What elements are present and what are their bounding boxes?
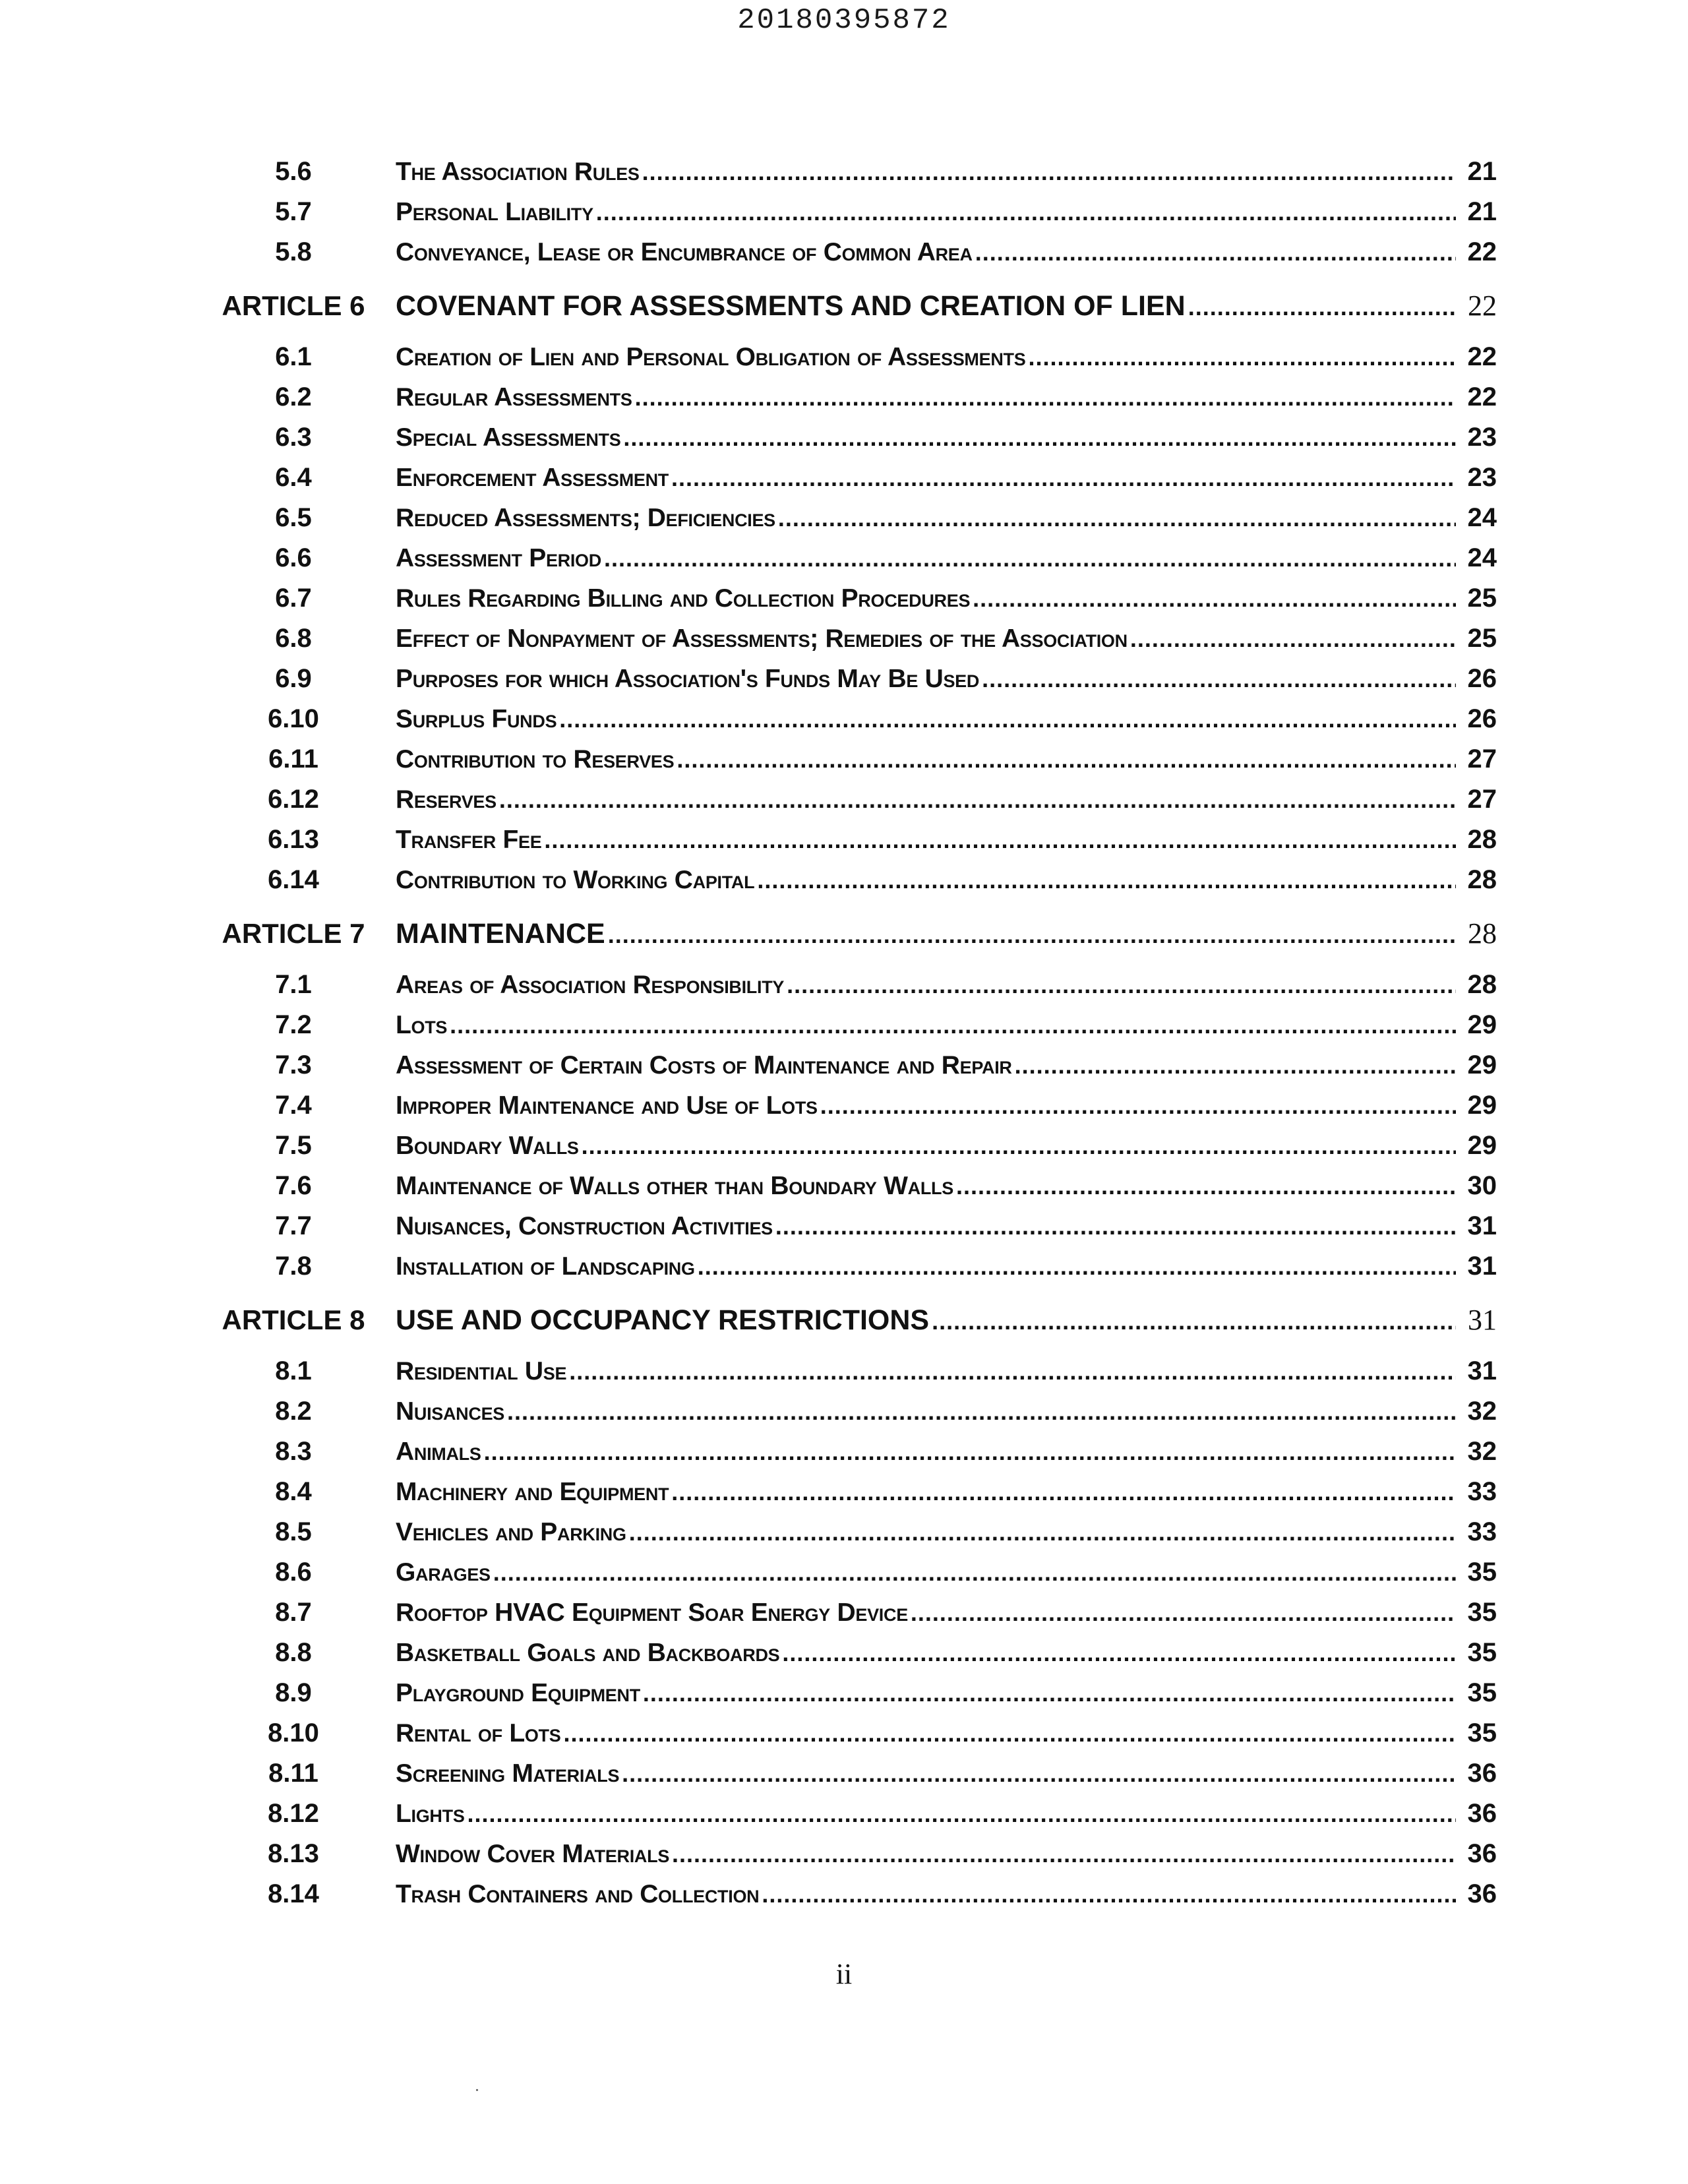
dot-leader	[493, 1552, 1456, 1592]
toc-section-row	[191, 1633, 1497, 1673]
dot-leader	[1028, 337, 1456, 377]
toc-entry-title: Personal Liability	[396, 198, 593, 226]
toc-entry-page: 31	[1467, 1252, 1497, 1281]
dot-leader	[604, 538, 1456, 578]
toc-entry-title: Basketball Goals and Backboards	[396, 1639, 780, 1667]
toc-section-row	[191, 1045, 1497, 1085]
toc-section-row	[191, 860, 1497, 900]
toc-entry-title: Creation of Lien and Personal Obligation of Assessments	[396, 343, 1026, 371]
toc-section-row	[191, 619, 1497, 659]
dot-leader	[499, 779, 1456, 820]
dot-leader	[608, 911, 1456, 959]
toc-entry-number: 8.2	[275, 1397, 312, 1426]
toc-entry-page: 22	[1467, 342, 1497, 371]
toc-entry-page: 31	[1468, 1304, 1497, 1336]
toc-entry-number: ARTICLE 6	[222, 290, 365, 321]
toc-section-row	[191, 1794, 1497, 1834]
toc-entry-page: 22	[1468, 289, 1497, 322]
toc-section-row	[191, 659, 1497, 699]
toc-entry-page: 21	[1467, 157, 1497, 186]
dot-leader	[787, 965, 1456, 1005]
toc-section-row	[191, 1005, 1497, 1045]
dot-leader	[757, 860, 1456, 900]
toc-entry-title: The Association Rules	[396, 158, 640, 186]
toc-entry-number: 8.12	[268, 1799, 319, 1828]
dot-leader	[671, 458, 1456, 498]
toc-entry-number: ARTICLE 8	[222, 1304, 365, 1335]
dot-leader	[596, 192, 1456, 232]
toc-section-row	[191, 779, 1497, 820]
dot-leader	[622, 1753, 1456, 1794]
dot-leader	[569, 1351, 1456, 1391]
dot-leader	[635, 377, 1456, 417]
dot-leader	[973, 578, 1456, 619]
toc-entry-number: 6.7	[275, 584, 312, 613]
toc-entry-title: Machinery and Equipment	[396, 1478, 669, 1506]
toc-entry-number: 6.9	[275, 664, 312, 693]
toc-section-row	[191, 1085, 1497, 1126]
dot-leader	[1130, 619, 1456, 659]
toc-entry-number: 6.2	[275, 382, 312, 411]
toc-section-row	[191, 538, 1497, 578]
toc-entry-page: 35	[1467, 1718, 1497, 1747]
toc-entry-title: Effect of Nonpayment of Assessments; Remedies of the Association	[396, 624, 1128, 653]
toc-entry-page: 27	[1467, 785, 1497, 814]
dot-leader	[563, 1713, 1456, 1753]
toc-section-row	[191, 498, 1497, 538]
toc-entry-page: 26	[1467, 664, 1497, 693]
toc-section-row	[191, 192, 1497, 232]
toc-section-row	[191, 1834, 1497, 1874]
toc-entry-number: 8.11	[268, 1759, 318, 1788]
toc-entry-page: 24	[1467, 503, 1497, 532]
toc-entry-number: 8.9	[275, 1678, 312, 1707]
toc-entry-number: 8.5	[275, 1517, 312, 1546]
toc-entry-page: 28	[1467, 865, 1497, 894]
scan-speck	[476, 2089, 478, 2091]
toc-entry-number: 7.7	[275, 1211, 312, 1240]
toc-entry-title: Reserves	[396, 785, 497, 814]
toc-entry-title: Window Cover Materials	[396, 1840, 670, 1868]
dot-leader	[911, 1592, 1456, 1633]
toc-entry-page: 32	[1467, 1437, 1497, 1466]
toc-entry-title: MAINTENANCE	[396, 918, 605, 950]
toc-entry-title: Residential Use	[396, 1357, 567, 1385]
toc-section-row	[191, 1874, 1497, 1914]
dot-leader	[762, 1874, 1456, 1914]
dot-leader	[629, 1512, 1456, 1552]
toc-section-row	[191, 1552, 1497, 1592]
toc-entry-title: Trash Containers and Collection	[396, 1880, 760, 1908]
toc-entry-page: 36	[1467, 1839, 1497, 1868]
toc-entry-number: 8.7	[275, 1598, 312, 1627]
toc-section-row	[191, 820, 1497, 860]
toc-entry-number: 6.11	[268, 744, 318, 774]
toc-entry-page: 35	[1467, 1638, 1497, 1667]
toc-entry-number: 7.6	[275, 1171, 312, 1200]
toc-entry-number: 8.8	[275, 1638, 312, 1667]
dot-leader	[775, 1206, 1456, 1246]
dot-leader	[642, 152, 1456, 192]
toc-entry-page: 30	[1467, 1171, 1497, 1200]
toc-entry-page: 22	[1467, 237, 1497, 266]
dot-leader	[507, 1391, 1456, 1432]
toc-section-row	[191, 1432, 1497, 1472]
dot-leader	[1188, 283, 1456, 332]
dot-leader	[1015, 1045, 1456, 1085]
toc-entry-page: 21	[1467, 197, 1497, 226]
toc-entry-title: Boundary Walls	[396, 1132, 579, 1160]
table-of-contents	[191, 152, 1497, 1914]
toc-entry-number: 6.13	[268, 825, 319, 854]
toc-entry-page: 23	[1467, 463, 1497, 492]
toc-entry-number: 7.4	[275, 1091, 312, 1120]
toc-entry-number: 7.3	[275, 1050, 312, 1079]
dot-leader	[582, 1126, 1456, 1166]
toc-section-row	[191, 1391, 1497, 1432]
toc-section-row	[191, 1592, 1497, 1633]
toc-entry-title: Assessment of Certain Costs of Maintenance and Repair	[396, 1051, 1012, 1079]
toc-section-row	[191, 1713, 1497, 1753]
toc-entry-page: 25	[1467, 624, 1497, 653]
toc-entry-title: Rental of Lots	[396, 1719, 561, 1747]
toc-entry-page: 22	[1467, 382, 1497, 411]
toc-entry-title: USE AND OCCUPANCY RESTRICTIONS	[396, 1304, 930, 1336]
toc-entry-title: Vehicles and Parking	[396, 1518, 626, 1546]
dot-leader	[559, 699, 1456, 739]
toc-entry-title: Improper Maintenance and Use of Lots	[396, 1091, 818, 1120]
toc-entry-page: 29	[1467, 1010, 1497, 1039]
toc-entry-page: 31	[1467, 1356, 1497, 1385]
toc-section-row	[191, 578, 1497, 619]
toc-entry-number: 8.10	[268, 1718, 319, 1747]
toc-article-row	[191, 909, 1497, 958]
dot-leader	[484, 1432, 1456, 1472]
toc-entry-number: 7.1	[275, 970, 312, 999]
toc-entry-title: Contribution to Reserves	[396, 745, 675, 774]
toc-entry-number: 7.5	[275, 1131, 312, 1160]
toc-entry-page: 35	[1467, 1598, 1497, 1627]
dot-leader	[932, 1297, 1456, 1346]
toc-entry-number: 6.14	[268, 865, 319, 894]
toc-section-row	[191, 417, 1497, 458]
toc-entry-title: Screening Materials	[396, 1759, 620, 1788]
dot-leader	[467, 1794, 1456, 1834]
toc-entry-title: Enforcement Assessment	[396, 464, 669, 492]
toc-entry-number: 5.7	[275, 197, 312, 226]
dot-leader	[982, 659, 1456, 699]
toc-entry-number: 7.8	[275, 1252, 312, 1281]
toc-entry-number: 6.5	[275, 503, 312, 532]
toc-entry-number: 6.3	[275, 423, 312, 452]
toc-article-row	[191, 1296, 1497, 1345]
toc-section-row	[191, 1206, 1497, 1246]
toc-entry-page: 29	[1467, 1131, 1497, 1160]
toc-entry-page: 35	[1467, 1678, 1497, 1707]
toc-entry-title: Special Assessments	[396, 423, 621, 452]
toc-entry-page: 35	[1467, 1558, 1497, 1587]
dot-leader	[450, 1005, 1456, 1045]
toc-entry-page: 25	[1467, 584, 1497, 613]
toc-entry-number: 6.1	[275, 342, 312, 371]
toc-entry-title: Assessment Period	[396, 544, 601, 572]
toc-entry-title: COVENANT FOR ASSESSMENTS AND CREATION OF LIEN	[396, 290, 1186, 322]
toc-entry-number: 6.8	[275, 624, 312, 653]
toc-section-row	[191, 337, 1497, 377]
toc-entry-title: Playground Equipment	[396, 1679, 640, 1707]
toc-entry-title: Surplus Funds	[396, 705, 557, 733]
dot-leader	[677, 739, 1456, 779]
toc-entry-number: 6.12	[268, 785, 319, 814]
toc-section-row	[191, 152, 1497, 192]
toc-entry-page: 33	[1467, 1477, 1497, 1506]
toc-entry-title: Maintenance of Walls other than Boundary Walls	[396, 1172, 953, 1200]
toc-entry-page: 36	[1467, 1879, 1497, 1908]
toc-section-row	[191, 458, 1497, 498]
toc-entry-page: 36	[1467, 1799, 1497, 1828]
toc-entry-number: 8.3	[275, 1437, 312, 1466]
toc-section-row	[191, 1246, 1497, 1287]
toc-article-row	[191, 282, 1497, 330]
toc-section-row	[191, 1472, 1497, 1512]
document-number: 20180395872	[737, 4, 951, 37]
toc-section-row	[191, 232, 1497, 272]
toc-entry-title: Transfer Fee	[396, 826, 542, 854]
toc-entry-page: 23	[1467, 423, 1497, 452]
toc-entry-page: 36	[1467, 1759, 1497, 1788]
toc-entry-title: Nuisances, Construction Activities	[396, 1212, 773, 1240]
toc-entry-page: 28	[1467, 825, 1497, 854]
toc-entry-number: 5.8	[275, 237, 312, 266]
toc-entry-number: 8.1	[275, 1356, 312, 1385]
toc-entry-number: 5.6	[275, 157, 312, 186]
toc-entry-number: 6.10	[268, 704, 319, 733]
toc-entry-page: 28	[1467, 970, 1497, 999]
toc-entry-title: Installation of Landscaping	[396, 1252, 695, 1281]
toc-entry-number: 8.14	[268, 1879, 319, 1908]
toc-entry-title: Animals	[396, 1438, 481, 1466]
toc-entry-title: Lots	[396, 1011, 448, 1039]
toc-entry-page: 27	[1467, 744, 1497, 774]
toc-section-row	[191, 1126, 1497, 1166]
toc-entry-title: Nuisances	[396, 1397, 504, 1426]
toc-entry-number: ARTICLE 7	[222, 918, 365, 949]
dot-leader	[778, 498, 1456, 538]
toc-entry-title: Reduced Assessments; Deficiencies	[396, 504, 775, 532]
dot-leader	[698, 1246, 1456, 1287]
toc-section-row	[191, 1753, 1497, 1794]
toc-section-row	[191, 1351, 1497, 1391]
toc-entry-number: 7.2	[275, 1010, 312, 1039]
dot-leader	[643, 1673, 1456, 1713]
toc-section-row	[191, 965, 1497, 1005]
toc-entry-page: 29	[1467, 1091, 1497, 1120]
toc-entry-page: 31	[1467, 1211, 1497, 1240]
toc-entry-number: 8.6	[275, 1558, 312, 1587]
toc-entry-page: 33	[1467, 1517, 1497, 1546]
dot-leader	[782, 1633, 1456, 1673]
toc-entry-number: 6.6	[275, 543, 312, 572]
dot-leader	[623, 417, 1456, 458]
toc-section-row	[191, 1512, 1497, 1552]
toc-entry-page: 32	[1467, 1397, 1497, 1426]
toc-entry-title: Purposes for which Association's Funds May Be Used	[396, 665, 980, 693]
toc-entry-title: Regular Assessments	[396, 383, 632, 411]
toc-entry-title: Conveyance, Lease or Encumbrance of Common Area	[396, 238, 973, 266]
toc-entry-page: 24	[1467, 543, 1497, 572]
toc-entry-title: Contribution to Working Capital	[396, 866, 755, 894]
toc-entry-page: 29	[1467, 1050, 1497, 1079]
dot-leader	[820, 1085, 1456, 1126]
toc-section-row	[191, 1673, 1497, 1713]
toc-entry-page: 26	[1467, 704, 1497, 733]
page-number: ii	[835, 1958, 853, 1990]
toc-section-row	[191, 739, 1497, 779]
dot-leader	[956, 1166, 1456, 1206]
toc-entry-number: 6.4	[275, 463, 312, 492]
toc-entry-title: Garages	[396, 1558, 491, 1587]
toc-section-row	[191, 1166, 1497, 1206]
toc-entry-title: Rooftop HVAC Equipment Soar Energy Device	[396, 1598, 908, 1627]
toc-section-row	[191, 699, 1497, 739]
dot-leader	[672, 1834, 1456, 1874]
dot-leader	[671, 1472, 1456, 1512]
toc-entry-title: Rules Regarding Billing and Collection Procedures	[396, 584, 971, 613]
dot-leader	[544, 820, 1456, 860]
dot-leader	[975, 232, 1456, 272]
toc-entry-title: Lights	[396, 1800, 465, 1828]
toc-entry-title: Areas of Association Responsibility	[396, 971, 785, 999]
toc-entry-number: 8.4	[275, 1477, 312, 1506]
toc-section-row	[191, 377, 1497, 417]
toc-entry-number: 8.13	[268, 1839, 319, 1868]
toc-entry-page: 28	[1468, 917, 1497, 950]
